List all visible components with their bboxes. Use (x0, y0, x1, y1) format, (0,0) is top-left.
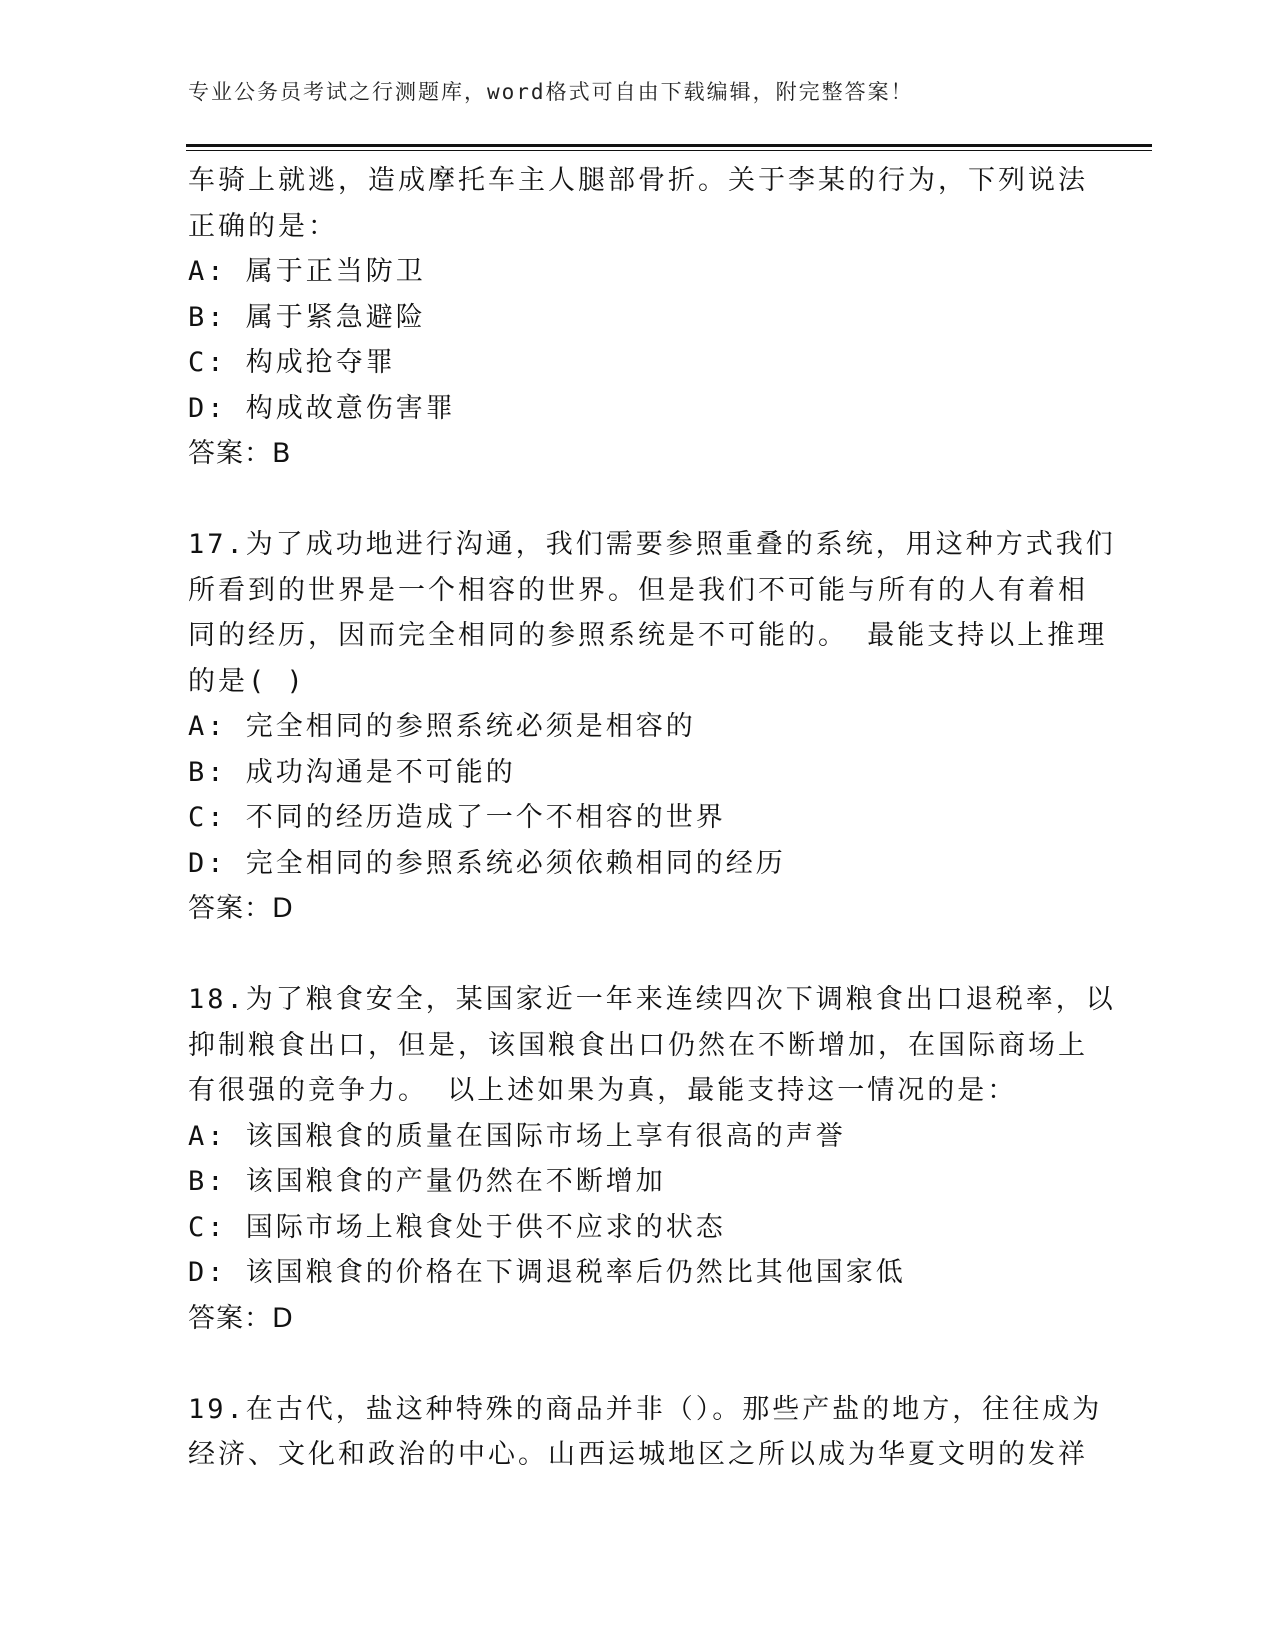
question-text-line: 正确的是： (188, 210, 338, 242)
page-header: 专业公务员考试之行测题库，word格式可自由下载编辑，附完整答案！ (188, 80, 914, 104)
spacer (188, 477, 1088, 523)
option-a: A: 属于正当防卫 (188, 256, 426, 287)
option-d: D: 构成故意伤害罪 (188, 392, 456, 424)
spacer (188, 1341, 1088, 1387)
document-body (188, 158, 1116, 1478)
spacer (188, 932, 1088, 978)
option-c: C: 国际市场上粮食处于供不应求的状态 (188, 1211, 726, 1243)
answer: 答案：D (188, 1302, 294, 1334)
option-a: A: 完全相同的参照系统必须是相容的 (188, 711, 696, 742)
question-text-line: 同的经历，因而完全相同的参照系统是不可能的。 最能支持以上推理 (188, 620, 1108, 651)
option-b: B: 成功沟通是不可能的 (188, 756, 516, 788)
question-text-line: 的是( ) (188, 665, 306, 697)
question-text-line: 抑制粮食出口，但是，该国粮食出口仍然在不断增加，在国际商场上 (188, 1029, 1088, 1061)
question-text-line: 经济、文化和政治的中心。山西运城地区之所以成为华夏文明的发祥 (188, 1439, 1088, 1470)
question-16-tail (188, 158, 1088, 477)
option-b: B: 该国粮食的产量仍然在不断增加 (188, 1166, 666, 1197)
answer: 答案：D (188, 893, 294, 924)
question-text-line: 17.为了成功地进行沟通，我们需要参照重叠的系统，用这种方式我们 (188, 529, 1116, 560)
option-c: C: 不同的经历造成了一个不相容的世界 (188, 802, 726, 833)
question-text-line: 18.为了粮食安全，某国家近一年来连续四次下调粮食出口退税率，以 (188, 984, 1116, 1015)
question-text-line: 所看到的世界是一个相容的世界。但是我们不可能与所有的人有着相 (188, 574, 1088, 606)
option-c: C: 构成抢夺罪 (188, 347, 396, 378)
option-a: A: 该国粮食的质量在国际市场上享有很高的声誉 (188, 1120, 846, 1152)
question-text-line: 有很强的竞争力。 以上述如果为真，最能支持这一情况的是： (188, 1075, 1018, 1106)
header-rule-thick (186, 144, 1152, 147)
answer: 答案：B (188, 438, 292, 469)
question-17 (188, 522, 1116, 932)
option-d: D: 该国粮食的价格在下调退税率后仍然比其他国家低 (188, 1257, 906, 1288)
question-text-line: 车骑上就逃，造成摩托车主人腿部骨折。关于李某的行为，下列说法 (188, 165, 1088, 196)
header-rule-thin (186, 150, 1152, 151)
question-18 (188, 977, 1116, 1341)
option-b: B: 属于紧急避险 (188, 301, 426, 333)
question-19 (188, 1387, 1103, 1478)
question-text-line: 19.在古代，盐这种特殊的商品并非（）。那些产盐的地方，往往成为 (188, 1393, 1103, 1425)
option-d: D: 完全相同的参照系统必须依赖相同的经历 (188, 847, 786, 879)
